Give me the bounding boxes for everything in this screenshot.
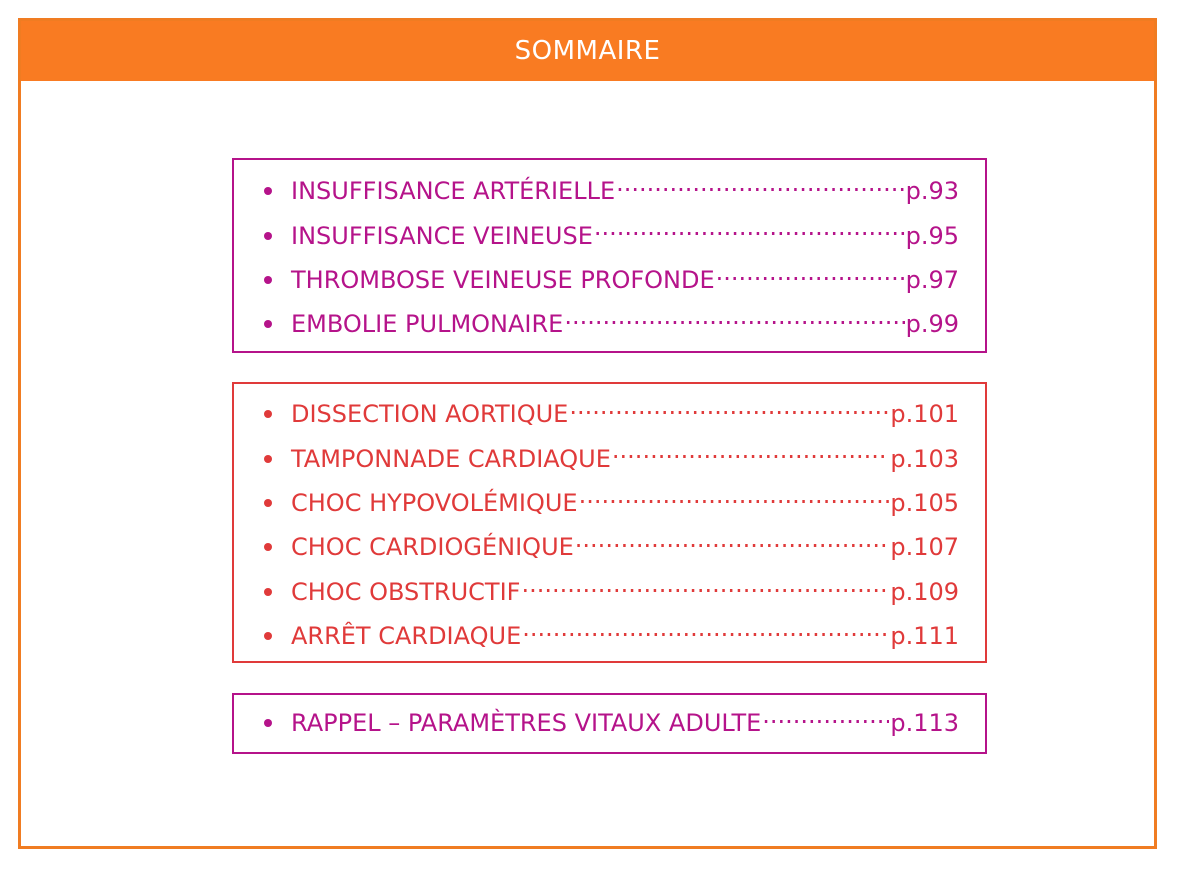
bullet-icon — [264, 632, 272, 640]
entry-title: CHOC HYPOVOLÉMIQUE — [291, 488, 578, 517]
bullet-icon — [264, 187, 272, 195]
toc-section-reminder — [232, 693, 987, 754]
bullet-icon — [264, 543, 272, 551]
dot-leader — [616, 169, 904, 197]
entry-page: p.93 — [905, 177, 959, 206]
toc-entry[interactable] — [234, 169, 985, 213]
entry-page: p.105 — [890, 488, 959, 517]
bullet-icon — [264, 499, 272, 507]
toc-section-vascular — [232, 158, 987, 353]
dot-leader — [522, 614, 889, 642]
bullet-icon — [264, 588, 272, 596]
toc-header — [21, 21, 1154, 81]
dot-leader — [569, 392, 889, 420]
toc-entry[interactable] — [234, 701, 985, 745]
toc-section-shock — [232, 382, 987, 663]
toc-entry[interactable] — [234, 392, 985, 436]
toc-entry[interactable] — [234, 570, 985, 614]
bullet-icon — [264, 232, 272, 240]
entry-title: DISSECTION AORTIQUE — [291, 400, 569, 429]
bullet-icon — [264, 410, 272, 418]
dot-leader — [521, 570, 889, 598]
bullet-icon — [264, 320, 272, 328]
toc-entry[interactable] — [234, 481, 985, 525]
entry-page: p.109 — [890, 577, 959, 606]
page-title: SOMMAIRE — [514, 36, 661, 66]
entry-title: INSUFFISANCE VEINEUSE — [291, 221, 593, 250]
entry-page: p.111 — [890, 622, 959, 651]
dot-leader — [612, 436, 889, 464]
entry-title: TAMPONNADE CARDIAQUE — [291, 444, 611, 473]
entry-page: p.99 — [905, 310, 959, 339]
toc-entry[interactable] — [234, 436, 985, 480]
toc-entry[interactable] — [234, 525, 985, 569]
dot-leader — [594, 213, 905, 241]
entry-page: p.95 — [905, 221, 959, 250]
entry-title: EMBOLIE PULMONAIRE — [291, 310, 564, 339]
entry-page: p.97 — [905, 265, 959, 294]
toc-entry[interactable] — [234, 614, 985, 658]
entry-title: RAPPEL – PARAMÈTRES VITAUX ADULTE — [291, 709, 762, 738]
bullet-icon — [264, 455, 272, 463]
entry-page: p.103 — [890, 444, 959, 473]
toc-entry[interactable] — [234, 258, 985, 302]
dot-leader — [762, 701, 889, 729]
entry-title: ARRÊT CARDIAQUE — [291, 622, 522, 651]
entry-page: p.101 — [890, 400, 959, 429]
dot-leader — [579, 481, 890, 509]
dot-leader — [575, 525, 890, 553]
entry-title: INSUFFISANCE ARTÉRIELLE — [291, 177, 616, 206]
bullet-icon — [264, 276, 272, 284]
bullet-icon — [264, 719, 272, 727]
dot-leader — [564, 302, 904, 330]
entry-title: CHOC CARDIOGÉNIQUE — [291, 533, 574, 562]
toc-entry[interactable] — [234, 302, 985, 346]
entry-title: CHOC OBSTRUCTIF — [291, 577, 521, 606]
entry-title: THROMBOSE VEINEUSE PROFONDE — [291, 265, 715, 294]
toc-frame — [18, 18, 1157, 849]
entry-page: p.113 — [890, 709, 959, 738]
toc-entry[interactable] — [234, 213, 985, 257]
dot-leader — [716, 258, 905, 286]
entry-page: p.107 — [890, 533, 959, 562]
